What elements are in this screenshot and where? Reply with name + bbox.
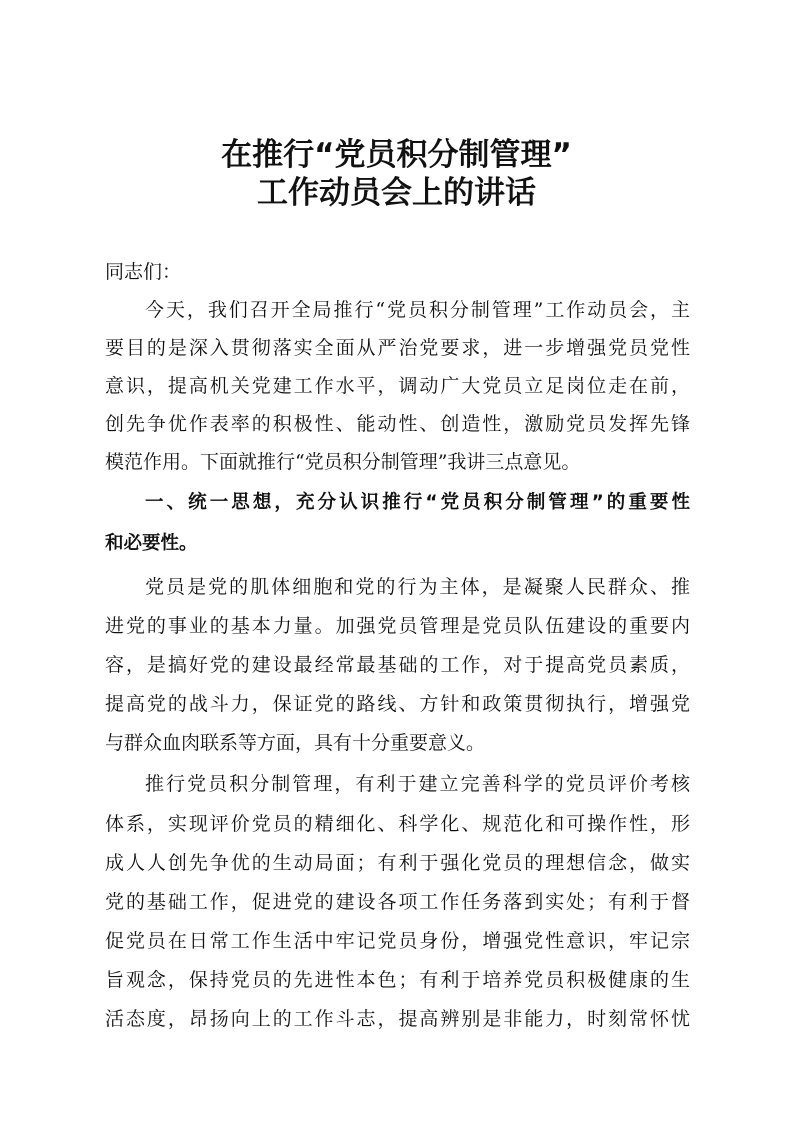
paragraph-line: 进党的事业的基本力量。加强党员管理是党员队伍建设的重要内 (105, 615, 690, 637)
paragraph-line: 促党员在日常工作生活中牢记党员身份，增强党性意识，牢记宗 (105, 930, 690, 952)
paragraph-line: 推行党员积分制管理，有利于建立完善科学的党员评价考核 (145, 773, 690, 795)
paragraph-line: 要目的是深入贯彻落实全面从严治党要求，进一步增强党员党性 (105, 337, 690, 359)
paragraph-line: 创先争优作表率的积极性、能动性、创造性，激励党员发挥先锋 (105, 413, 690, 435)
paragraph-line: 党的基础工作，促进党的建设各项工作任务落到实处；有利于督 (105, 891, 690, 913)
section-heading-line: 和必要性。 (105, 533, 198, 554)
paragraph-line: 意识，提高机关党建工作水平，调动广大党员立足岗位走在前， (105, 375, 690, 397)
salutation: 同志们： (105, 261, 182, 283)
paragraph-line: 成人人创先争优的生动局面；有利于强化党员的理想信念，做实 (105, 852, 690, 874)
document-title-line-2: 工作动员会上的讲话 (257, 175, 536, 211)
document-title-line-1: 在推行“党员积分制管理” (221, 137, 572, 173)
paragraph-line: 容，是搞好党的建设最经常最基础的工作，对于提高党员素质， (105, 654, 690, 676)
paragraph-line: 与群众血肉联系等方面，具有十分重要意义。 (105, 732, 486, 754)
paragraph-line: 今天，我们召开全局推行“党员积分制管理”工作动员会，主 (145, 299, 690, 321)
paragraph-line: 党员是党的肌体细胞和党的行为主体，是凝聚人民群众、推 (145, 576, 690, 598)
paragraph-line: 活态度，昂扬向上的工作斗志，提高辨别是非能力，时刻常怀忧 (105, 1008, 690, 1030)
paragraph-line: 体系，实现评价党员的精细化、科学化、规范化和可操作性，形 (105, 813, 690, 835)
paragraph-line: 模范作用。下面就推行“党员积分制管理”我讲三点意见。 (105, 451, 581, 473)
section-heading-line: 一、统一思想，充分认识推行“党员积分制管理”的重要性 (145, 492, 690, 513)
paragraph-line: 提高党的战斗力，保证党的路线、方针和政策贯彻执行，增强党 (105, 693, 690, 715)
paragraph-line: 旨观念，保持党员的先进性本色；有利于培养党员积极健康的生 (105, 969, 690, 991)
